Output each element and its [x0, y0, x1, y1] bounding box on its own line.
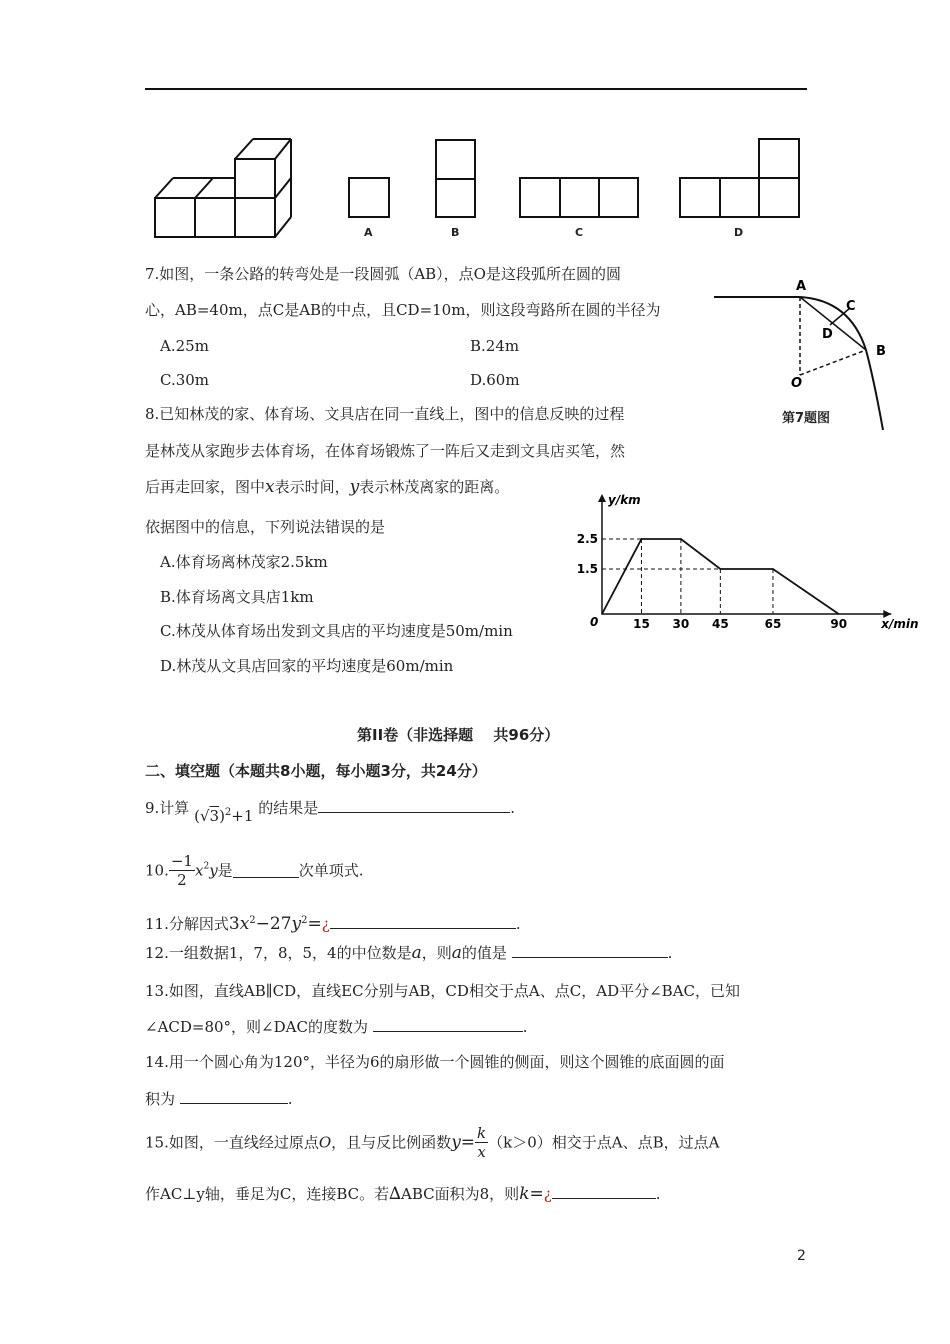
q8-option-d: D.林茂从文具店回家的平均速度是60m/min: [160, 657, 454, 675]
option-c-label: C: [575, 226, 584, 239]
var-x: x: [265, 477, 275, 497]
q7-line1: 7.如图，一条公路的转弯处是一段圆弧（AB），点O是这段弧所在圆的圆: [145, 265, 621, 283]
option-b-view: [436, 140, 475, 217]
data-point: [641, 538, 643, 540]
q15-fraction: $\frac{k}{x}$: [477, 1124, 487, 1161]
data-point: [720, 568, 722, 570]
q8-line2: 是林茂从家跑步去体育场，在体育场锻炼了一阵后又走到文具店买笔，然: [145, 442, 626, 460]
q7-option-d: D.60m: [470, 371, 520, 389]
q12: 12.一组数据1，7，8，5，4的中位数是a，则a的值是 .: [145, 943, 673, 963]
q9-expression: $(√3)^2+1$: [194, 807, 254, 825]
three-view-figure: [0, 120, 950, 250]
q7-option-b: B.24m: [470, 337, 520, 355]
q14-line1: 14.用一个圆心角为120°，半径为6的扇形做一个圆锥的侧面，则这个圆锥的底面圆的面: [145, 1053, 725, 1071]
q7-label-b: B: [876, 344, 886, 359]
q8-distance-time-chart: [570, 490, 920, 640]
x-tick-label: 15: [633, 617, 650, 631]
q7-caption: 第7题图: [782, 411, 831, 426]
q7-label-d: D: [822, 327, 833, 342]
q7-option-c: C.30m: [160, 371, 210, 389]
q15-line1: 15.如图，一直线经过原点O，且与反比例函数y= $\frac{k}{x}$ （k＞0）相交于点A、点B，过点A: [145, 1124, 720, 1161]
q13-line2: ∠ACD=80°，则∠DAC的度数为 .: [145, 1018, 528, 1036]
var-y: y: [349, 477, 360, 497]
page-number: 2: [797, 1248, 806, 1264]
q7-label-a: A: [796, 279, 807, 294]
data-point: [772, 568, 774, 570]
x-tick-label: 90: [830, 617, 848, 631]
q7-label-o: O: [791, 376, 803, 391]
q10-answer-blank[interactable]: [233, 863, 299, 878]
y-tick-label: 1.5: [576, 562, 598, 576]
q10: 10. $\frac{-1}{2}$ $x^2y$是 次单项式.: [145, 852, 364, 889]
data-point: [838, 613, 840, 615]
q8-line4: 依据图中的信息，下列说法错误的是: [145, 518, 386, 536]
q12-answer-blank[interactable]: [512, 943, 668, 958]
q15-line2: 作AC⊥y轴，垂足为C，连接BC。若∆ABC面积为8，则k=¿ .: [145, 1184, 661, 1204]
option-a-label: A: [364, 226, 373, 239]
x-tick-label: 65: [764, 617, 782, 631]
q15-answer-blank[interactable]: [552, 1184, 656, 1199]
y-tick-label: 2.5: [576, 532, 598, 546]
data-point: [601, 613, 603, 615]
option-a-view: [349, 178, 389, 217]
x-tick-label: 30: [672, 617, 690, 631]
header-rule: [145, 88, 807, 90]
q8-option-a: A.体育场离林茂家2.5km: [160, 553, 328, 571]
q13-answer-blank[interactable]: [373, 1017, 523, 1032]
x-tick-label: 45: [711, 617, 729, 631]
q8-line1: 8.已知林茂的家、体育场、文具店在同一直线上，图中的信息反映的过程: [145, 405, 625, 423]
y-axis-label: y/km: [608, 493, 641, 507]
q7-line2: 心，AB=40m，点C是AB的中点，且CD=10m，则这段弯路所在圆的半径为: [145, 301, 661, 319]
option-c-view: [520, 178, 638, 217]
section-heading: 二、填空题（本题共8小题，每小题3分，共24分）: [145, 762, 487, 780]
q9: 9.计算 $(√3)^2+1$ 的结果是 .: [145, 799, 515, 825]
q7-option-a: A.25m: [160, 337, 209, 355]
q11: 11.分解因式$3x^2-27y^2=¿$ .: [145, 914, 521, 934]
q13-line1: 13.如图，直线AB∥CD，直线EC分别与AB，CD相交于点A、点C，AD平分∠BAC，已知: [145, 982, 741, 1000]
q14-line2: 积为 .: [145, 1090, 293, 1108]
option-d-label: D: [734, 226, 744, 239]
q8-line3: 后再走回家，图中x表示时间，y表示林茂离家的距离。: [145, 477, 510, 497]
q11-answer-blank[interactable]: [330, 914, 516, 929]
option-d-view: [680, 139, 799, 217]
q14-answer-blank[interactable]: [180, 1089, 288, 1104]
part2-title: 第II卷（非选择题 共96分）: [357, 726, 560, 744]
y-axis-arrow: [598, 494, 606, 502]
solid-drawing: [155, 139, 291, 237]
data-point: [680, 538, 682, 540]
q8-option-b: B.体育场离文具店1km: [160, 588, 314, 606]
x-axis-label: x/min: [881, 617, 919, 631]
q9-answer-blank[interactable]: [318, 798, 510, 813]
origin-label: 0: [590, 615, 599, 629]
option-b-label: B: [451, 226, 460, 239]
q10-fraction: $\frac{-1}{2}$: [170, 852, 193, 889]
q7-label-c: C: [846, 299, 856, 314]
q8-option-c: C.林茂从体育场出发到文具店的平均速度是50m/min: [160, 622, 513, 640]
